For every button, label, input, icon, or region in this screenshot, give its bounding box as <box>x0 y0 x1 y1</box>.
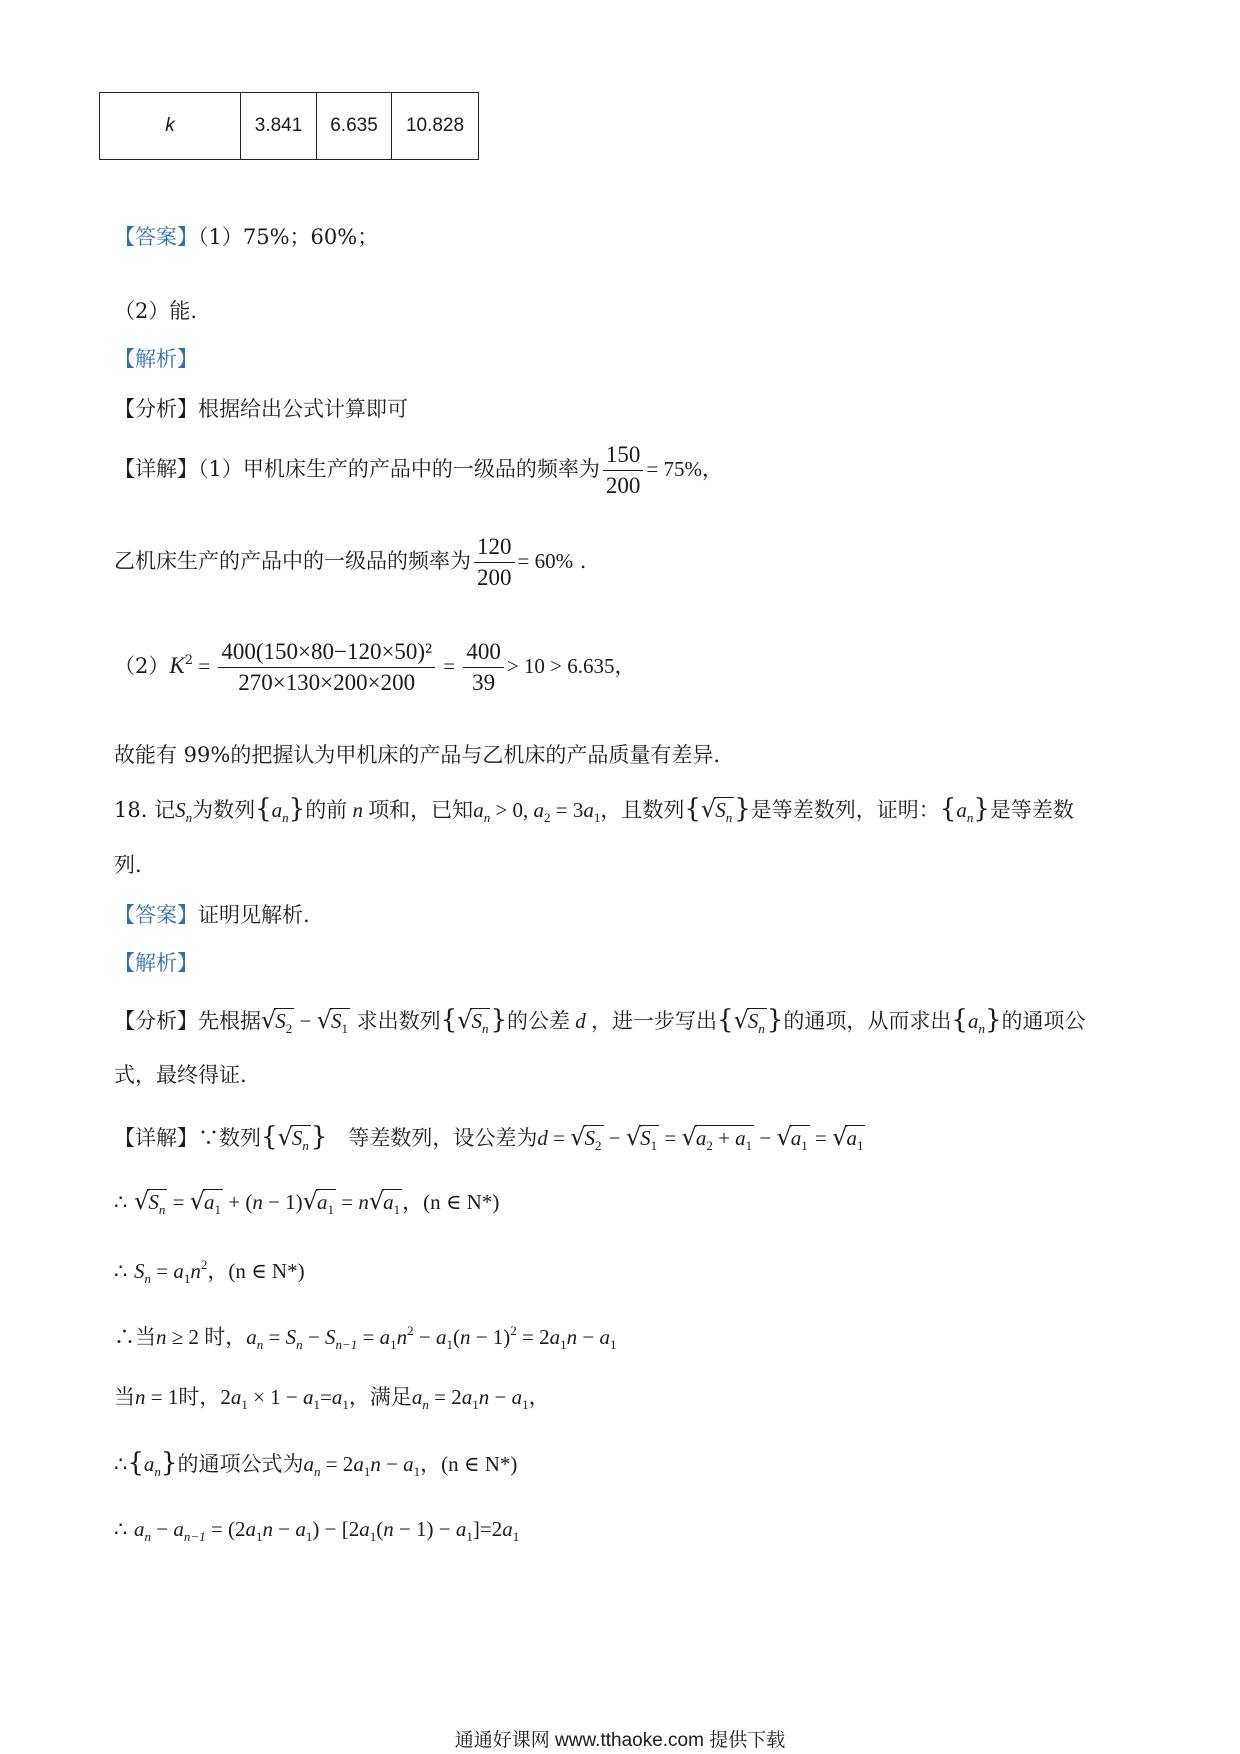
q18-step-2: ∴ $S_n = a_1n^2$，(n ∈ N*) <box>114 1257 305 1286</box>
table-header-k: k <box>100 93 241 160</box>
q18-step-6: ∴ $a_n - a_{n-1} = (2a_1n - a_1) - [2a_1(n - 1) - a_1]=2a_1$ <box>114 1517 520 1544</box>
q18-fenxi-line: 【分析】先根据$√S_2 - √S_1$ 求出数列$\{√S_n\}$的公差 d ，进一步写出$\{√S_n\}$的通项，从而求出$\{a_n\}$的通项公 <box>114 1005 1086 1044</box>
q17-conclusion: 故能有 99%的把握认为甲机床的产品与乙机床的产品质量有差异. <box>114 743 721 767</box>
q17-answer-line <box>114 222 378 252</box>
q17-detail-2: $(2)K^2$ = $\frac{\text{400(150×80−120×50)²}}{270\times 130\times 200\times 200}$ = $\frac{400}{39}$ > 10 > 6.635， <box>114 628 636 699</box>
q18-step-1: ∴ $√S_n = √a_1 + (n - 1)√a_1 = n√a_1$，(n ∈ N*) <box>114 1186 499 1222</box>
q17-detail-1b: 乙机床生产的产品中的一级品的频率为 $\frac{120}{200}$ = 60% . <box>114 530 586 593</box>
k2-fraction: $\frac{\text{400(150×80−120×50)²}}{270\times 130\times 200\times 200}$ <box>218 637 435 698</box>
footer-watermark: 通通好课网 www.tthaoke.com 提供下载 <box>454 1730 786 1751</box>
fraction: $\frac{150}{200}$ <box>603 440 644 501</box>
q18-detail-1: 【详解】∵数列$\{√S_n\}$ 等差数列，设公差为$d = √S_2 - √S_1 = √a_2 + a_1 - √a_1 = √a_1$ <box>114 1122 865 1158</box>
q18-fenxi-line-2: 式，最终得证. <box>114 1063 247 1087</box>
table-cell: 10.828 <box>392 93 479 160</box>
answer-text: （1）75%；60%； <box>198 225 379 249</box>
q17-detail-1: 【详解】（1）甲机床生产的产品中的一级品的频率为 $\frac{150}{200}$ = 75%， <box>114 438 723 501</box>
critical-value-table <box>99 92 479 160</box>
q17-analysis-tag: 【解析】 <box>114 347 198 371</box>
q18-analysis-tag: 【解析】 <box>114 951 198 975</box>
fenxi-tag: 【分析】 <box>114 397 198 421</box>
answer-tag: 【答案】 <box>114 225 198 249</box>
table-row <box>100 93 479 160</box>
q17-fenxi-line <box>114 394 408 424</box>
q18-answer-line: 【答案】证明见解析. <box>114 903 310 927</box>
q18-step-5: $\therefore\{a_n\}$的通项公式为$a_n = 2a_1n - a_1$，(n ∈ N*) <box>114 1448 518 1479</box>
q18-step-3: ∴当n ≥ 2 时，$a_n = S_n - S_{n-1} = a_1n^2 - a_1(n - 1)^2 = 2a_1n - a_1$ <box>114 1323 617 1352</box>
table-cell: 3.841 <box>241 93 317 160</box>
fraction: $\frac{120}{200}$ <box>474 532 515 593</box>
fenxi-text: 根据给出公式计算即可 <box>198 397 408 421</box>
q18-step-4: 当n = 1时，$2a_1 \times 1 - a_1=a_1$，满足$a_n = 2a_1n - a_1$， <box>114 1385 550 1412</box>
table-cell: 6.635 <box>317 93 392 160</box>
q18-stem-2: 列. <box>114 853 142 877</box>
q18-stem: 18. 记$S_n$为数列$\{a_n\}$的前 n 项和，已知$a_n > 0$, $a_2 = 3a_1$，且数列$\{√S_n\}$是等差数列，证明：$\{a_n\}$是等差数 <box>114 794 1074 833</box>
q17-answer-2: （2）能. <box>114 299 198 323</box>
fraction: $\frac{400}{39}$ <box>463 637 504 698</box>
